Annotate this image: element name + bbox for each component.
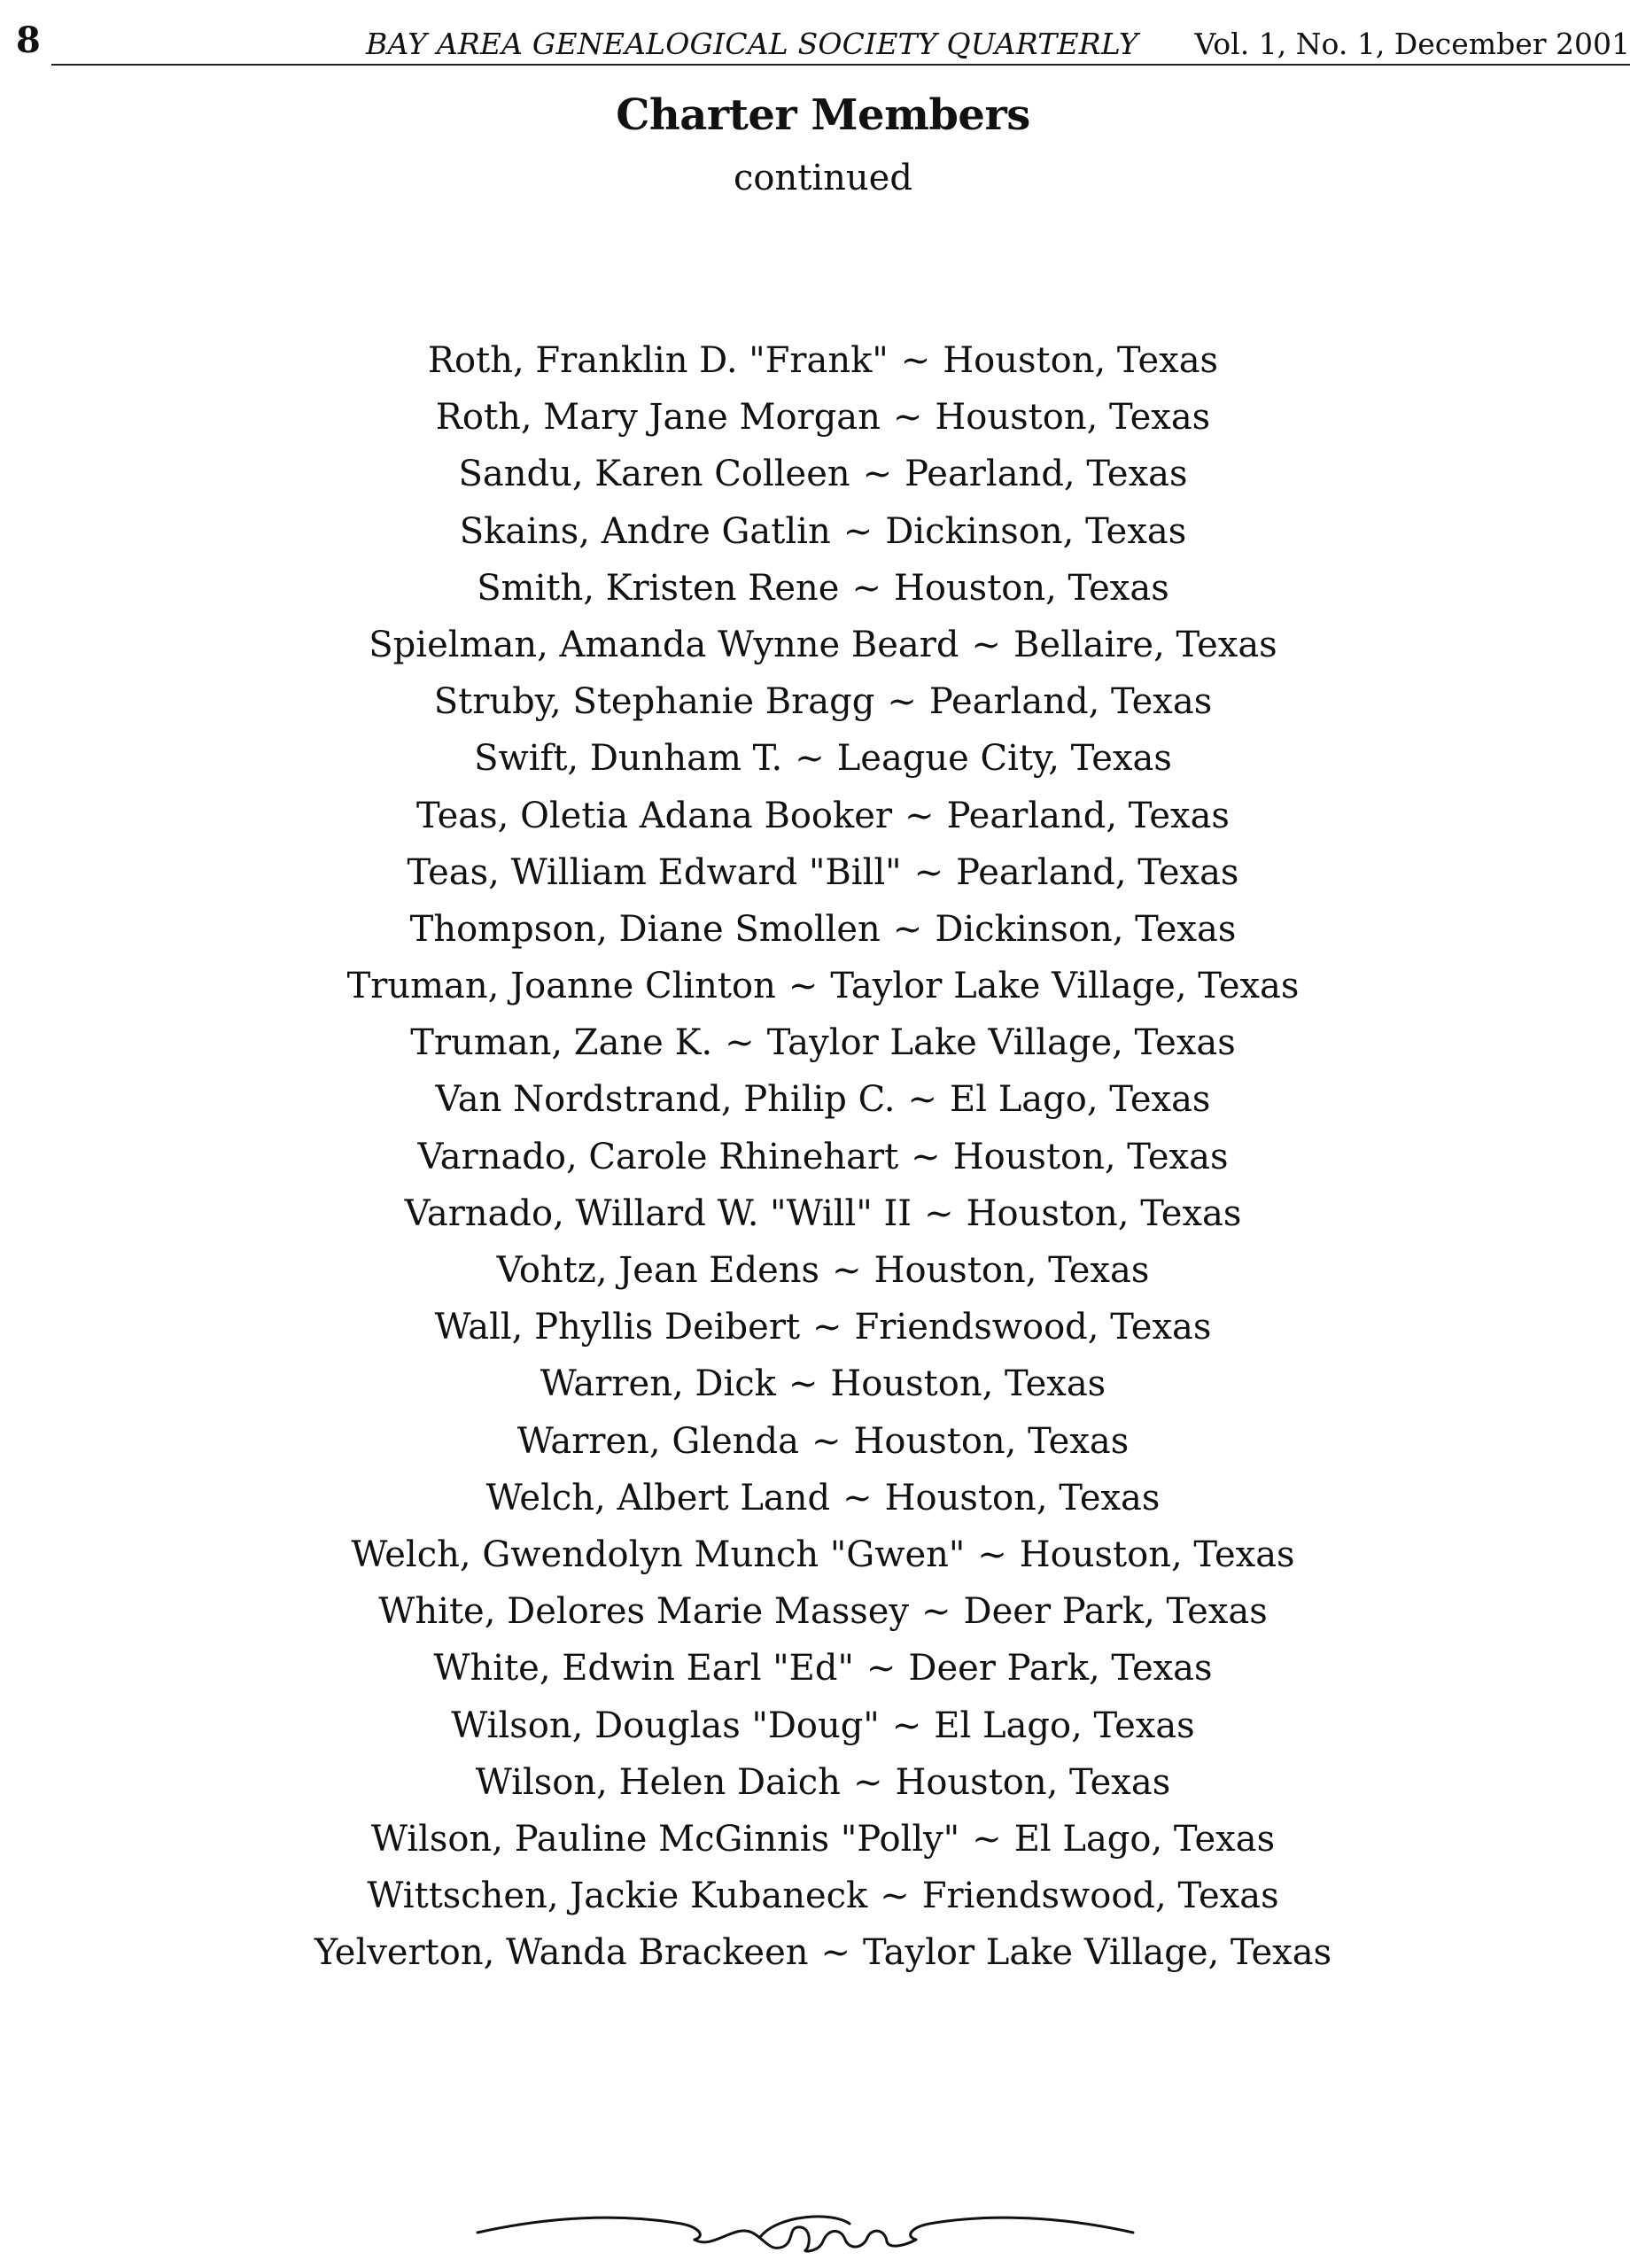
member-location: League City, Texas (836, 738, 1172, 780)
list-item (0, 1526, 1646, 1583)
page-number: 8 (16, 19, 41, 61)
tilde-separator: ~ (795, 738, 825, 780)
list-item (0, 1583, 1646, 1640)
list-item (0, 1071, 1646, 1128)
tilde-separator: ~ (812, 1307, 842, 1348)
tilde-separator: ~ (862, 454, 893, 495)
tilde-separator: ~ (900, 340, 931, 381)
member-name: Vohtz, Jean Edens (496, 1250, 820, 1291)
member-location: El Lago, Texas (1013, 1818, 1276, 1860)
member-location: Taylor Lake Village, Texas (766, 1022, 1236, 1064)
list-item (0, 730, 1646, 787)
member-name: White, Delores Marie Massey (378, 1591, 910, 1633)
tilde-separator: ~ (924, 1192, 954, 1234)
list-item (0, 1413, 1646, 1470)
list-item (0, 673, 1646, 730)
member-name: Van Nordstrand, Philip C. (435, 1079, 896, 1121)
list-item (0, 1868, 1646, 1924)
tilde-separator: ~ (892, 397, 923, 439)
member-name: Wilson, Helen Daich (475, 1761, 841, 1803)
member-location: Houston, Texas (935, 397, 1211, 439)
member-location: Houston, Texas (893, 567, 1169, 609)
page-title: Charter Members (616, 90, 1030, 140)
list-item (0, 1299, 1646, 1355)
list-item (0, 1640, 1646, 1697)
member-name: Warren, Glenda (516, 1420, 799, 1462)
member-location: El Lago, Texas (950, 1079, 1211, 1121)
tilde-separator: ~ (972, 1818, 1002, 1860)
member-name: Thompson, Diane Smollen (409, 908, 881, 950)
tilde-separator: ~ (851, 567, 881, 609)
member-name: Welch, Gwendolyn Munch "Gwen" (351, 1534, 966, 1575)
member-name: Roth, Mary Jane Morgan (435, 397, 881, 439)
member-name: Warren, Dick (540, 1363, 776, 1405)
tilde-separator: ~ (971, 624, 1002, 665)
member-location: Pearland, Texas (928, 681, 1213, 723)
member-name: Yelverton, Wanda Brackeen (314, 1932, 809, 1974)
member-name: White, Edwin Earl "Ed" (433, 1648, 854, 1689)
member-name: Truman, Zane K. (410, 1022, 713, 1064)
tilde-separator: ~ (907, 1079, 938, 1121)
member-name: Sandu, Karen Colleen (458, 454, 850, 495)
list-item (0, 332, 1646, 389)
list-item (0, 1811, 1646, 1868)
list-item (0, 1470, 1646, 1526)
tilde-separator: ~ (852, 1761, 883, 1803)
member-location: Houston, Texas (873, 1250, 1150, 1291)
member-location: Taylor Lake Village, Texas (830, 966, 1300, 1007)
member-location: Houston, Texas (966, 1192, 1242, 1234)
member-location: El Lago, Texas (934, 1705, 1195, 1746)
tilde-separator: ~ (921, 1591, 951, 1633)
list-item (0, 1924, 1646, 1981)
member-name: Roth, Franklin D. "Frank" (427, 340, 889, 381)
tilde-separator: ~ (887, 681, 917, 723)
list-item (0, 1129, 1646, 1185)
list-item (0, 446, 1646, 502)
member-location: Pearland, Texas (956, 851, 1239, 893)
tilde-separator: ~ (788, 1363, 819, 1405)
list-item (0, 617, 1646, 673)
member-location: Houston, Texas (943, 340, 1219, 381)
member-name: Swift, Dunham T. (474, 738, 783, 780)
member-location: Dickinson, Texas (935, 908, 1237, 950)
member-name: Skains, Andre Gatlin (459, 510, 831, 552)
member-location: Houston, Texas (1019, 1534, 1295, 1575)
list-item (0, 389, 1646, 446)
member-location: Houston, Texas (830, 1363, 1106, 1405)
list-item (0, 1355, 1646, 1412)
tilde-separator: ~ (891, 1705, 922, 1746)
member-name: Wilson, Douglas "Doug" (451, 1705, 880, 1746)
list-item (0, 844, 1646, 901)
member-name: Truman, Joanne Clinton (346, 966, 776, 1007)
list-item (0, 1185, 1646, 1242)
member-location: Friendswood, Texas (921, 1876, 1279, 1917)
member-location: Houston, Texas (853, 1420, 1130, 1462)
tilde-separator: ~ (866, 1648, 897, 1689)
page-header (16, 19, 1630, 67)
tilde-separator: ~ (820, 1932, 851, 1974)
member-location: Bellaire, Texas (1013, 624, 1277, 665)
member-location: Deer Park, Texas (908, 1648, 1213, 1689)
list-item (0, 1697, 1646, 1754)
tilde-separator: ~ (725, 1022, 755, 1064)
member-name: Smith, Kristen Rene (477, 567, 840, 609)
list-item (0, 1242, 1646, 1299)
member-name: Welch, Albert Land (485, 1477, 831, 1518)
list-item (0, 560, 1646, 617)
list-item (0, 1014, 1646, 1071)
tilde-separator: ~ (811, 1420, 842, 1462)
member-name: Wilson, Pauline McGinnis "Polly" (370, 1818, 960, 1860)
header-rule (51, 64, 1630, 66)
tilde-separator: ~ (905, 795, 935, 836)
member-name: Wittschen, Jackie Kubaneck (367, 1876, 868, 1917)
issue-volume: Vol. 1, No. 1, December 2001 (1194, 27, 1630, 61)
list-item (0, 788, 1646, 844)
member-name: Teas, Oletia Adana Booker (416, 795, 893, 836)
tilde-separator: ~ (913, 851, 944, 893)
tilde-separator: ~ (880, 1876, 910, 1917)
tilde-separator: ~ (832, 1250, 862, 1291)
member-name: Teas, William Edward "Bill" (407, 851, 902, 893)
tilde-separator: ~ (842, 510, 873, 552)
list-item (0, 958, 1646, 1014)
tilde-separator: ~ (892, 908, 923, 950)
tilde-separator: ~ (842, 1477, 873, 1518)
member-name: Struby, Stephanie Bragg (433, 681, 875, 723)
member-location: Pearland, Texas (946, 795, 1230, 836)
member-name: Spielman, Amanda Wynne Beard (369, 624, 959, 665)
member-name: Wall, Phyllis Deibert (434, 1307, 801, 1348)
member-name: Varnado, Carole Rhinehart (417, 1136, 899, 1177)
list-item (0, 901, 1646, 958)
member-location: Dickinson, Texas (885, 510, 1187, 552)
list-item (0, 503, 1646, 560)
tilde-separator: ~ (788, 966, 819, 1007)
list-item (0, 1754, 1646, 1811)
page-subtitle: continued (734, 158, 912, 198)
decorative-flourish-icon (469, 2197, 1142, 2268)
member-location: Houston, Texas (895, 1761, 1171, 1803)
member-location: Friendswood, Texas (854, 1307, 1212, 1348)
member-list (0, 332, 1646, 1981)
member-location: Deer Park, Texas (963, 1591, 1268, 1633)
member-location: Houston, Texas (884, 1477, 1161, 1518)
member-location: Houston, Texas (952, 1136, 1229, 1177)
member-location: Pearland, Texas (905, 454, 1188, 495)
tilde-separator: ~ (911, 1136, 941, 1177)
member-name: Varnado, Willard W. "Will" II (404, 1192, 912, 1234)
journal-title: BAY AREA GENEALOGICAL SOCIETY QUARTERLY (366, 27, 1138, 61)
member-location: Taylor Lake Village, Texas (863, 1932, 1332, 1974)
tilde-separator: ~ (977, 1534, 1007, 1575)
